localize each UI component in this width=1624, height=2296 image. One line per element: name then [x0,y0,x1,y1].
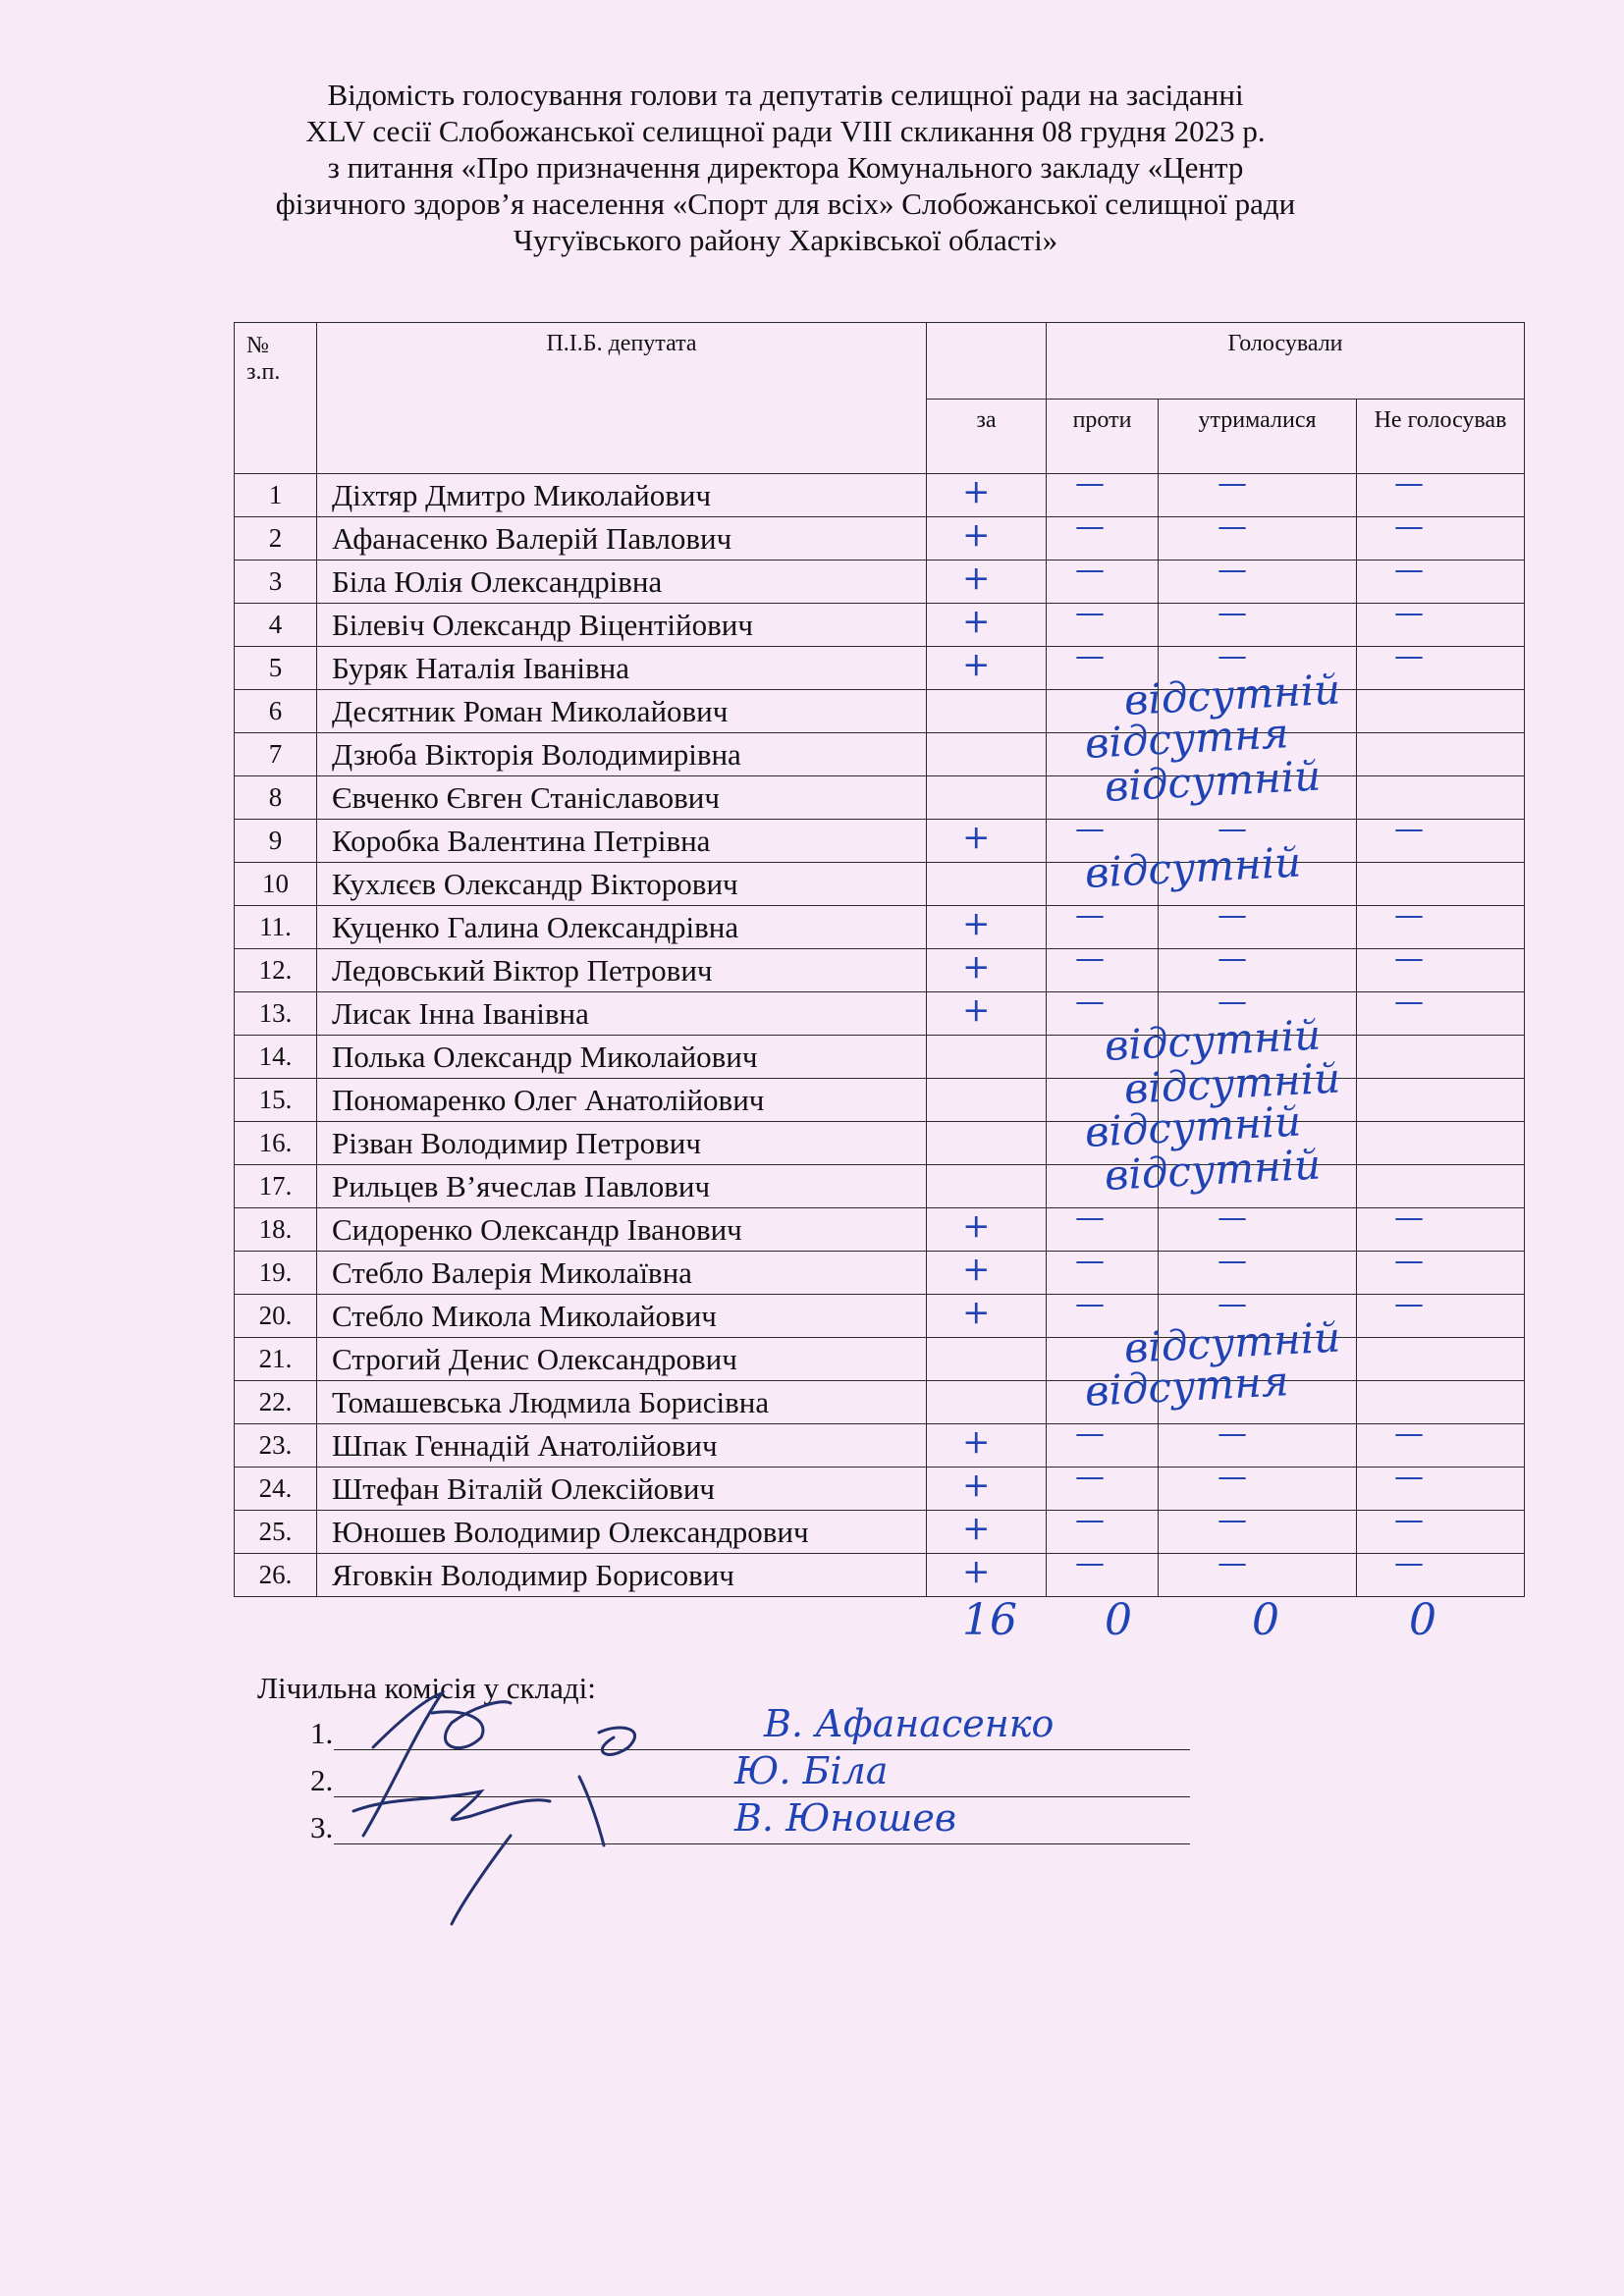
deputy-name: Пономаренко Олег Анатолійович [317,1079,927,1122]
cell-not-voted [1357,1338,1525,1381]
mark-absent: відсутня [1083,709,1290,768]
mark-not-voted: — [1394,1503,1424,1537]
mark-abstained: — [1218,1244,1247,1278]
deputy-name: Рильцев В’ячеслав Павлович [317,1165,927,1208]
row-number: 18. [235,1208,317,1252]
mark-abstained: — [1218,466,1247,501]
header-against: проти [1047,400,1159,474]
row-number: 6 [235,690,317,733]
signatures [334,1679,746,1934]
row-number: 14. [235,1036,317,1079]
mark-not-voted: — [1394,1244,1424,1278]
mark-for: + [962,559,991,598]
header-for: за [927,400,1047,474]
row-number: 11. [235,906,317,949]
mark-abstained: — [1218,1287,1247,1321]
deputy-name: Афанасенко Валерій Павлович [317,517,927,561]
mark-not-voted: — [1394,1416,1424,1451]
cell-for [927,1338,1047,1381]
table-row [235,1208,1525,1252]
cell-not-voted [1357,604,1525,647]
table-row [235,1381,1525,1424]
cell-not-voted [1357,1295,1525,1338]
deputy-name: Різван Володимир Петрович [317,1122,927,1165]
deputy-name: Юношев Володимир Олександрович [317,1511,927,1554]
deputy-name: Білевіч Олександр Віцентійович [317,604,927,647]
header-abstained: утрималися [1159,400,1357,474]
row-number: 2 [235,517,317,561]
cell-abstained [1159,1554,1357,1597]
row-number: 4 [235,604,317,647]
cell-not-voted [1357,906,1525,949]
header-name: П.І.Б. депутата [317,323,927,474]
table-row [235,733,1525,776]
mark-abstained: — [1218,596,1247,630]
deputy-name: Ледовський Віктор Петрович [317,949,927,992]
cell-for [927,690,1047,733]
mark-against: — [1075,509,1105,544]
total-abstained: 0 [1252,1595,1279,1645]
title-line-3: з питання «Про призначення директора Комунального закладу «Центр [327,150,1244,185]
deputy-name: Лисак Інна Іванівна [317,992,927,1036]
deputy-name: Строгий Денис Олександрович [317,1338,927,1381]
deputy-name: Біла Юлія Олександрівна [317,561,927,604]
mark-against: — [1075,985,1105,1019]
table-row [235,561,1525,604]
table-row [235,820,1525,863]
cell-for [927,733,1047,776]
row-number: 15. [235,1079,317,1122]
cell-not-voted [1357,1554,1525,1597]
deputy-name: Діхтяр Дмитро Миколайович [317,474,927,517]
mark-for: + [962,602,991,641]
mark-against: — [1075,1201,1105,1235]
deputy-name: Дзюба Вікторія Володимирівна [317,733,927,776]
mark-abstained: — [1218,1460,1247,1494]
deputy-name: Стебло Валерія Миколаївна [317,1252,927,1295]
mark-not-voted: — [1394,898,1424,933]
table-row [235,906,1525,949]
cell-not-voted [1357,1122,1525,1165]
mark-absent: відсутній [1103,751,1323,811]
mark-absent: відсутній [1103,1140,1323,1200]
cell-not-voted [1357,1511,1525,1554]
mark-for: + [962,1422,991,1462]
mark-against: — [1075,1244,1105,1278]
table-row [235,474,1525,517]
row-number: 23. [235,1424,317,1468]
mark-abstained: — [1218,941,1247,976]
row-number: 20. [235,1295,317,1338]
deputy-name: Кухлєєв Олександр Вікторович [317,863,927,906]
total-against: 0 [1105,1595,1132,1645]
table-row [235,1511,1525,1554]
mark-abstained: — [1218,1201,1247,1235]
cell-not-voted [1357,1208,1525,1252]
deputy-name: Полька Олександр Миколайович [317,1036,927,1079]
row-number: 8 [235,776,317,820]
mark-for: + [962,645,991,684]
deputy-name: Євченко Євген Станіславович [317,776,927,820]
commission-label: Лічильна комісія у складі: [257,1671,596,1705]
cell-for [927,1036,1047,1079]
deputy-name: Десятник Роман Миколайович [317,690,927,733]
cell-not-voted [1357,733,1525,776]
mark-abstained: — [1218,553,1247,587]
mark-not-voted: — [1394,1287,1424,1321]
table-row [235,992,1525,1036]
table-row [235,604,1525,647]
mark-for: + [962,1509,991,1548]
cell-not-voted [1357,1252,1525,1295]
mark-against: — [1075,1460,1105,1494]
title-line-2: XLV сесії Слобожанської селищної ради VIII скликання 08 грудня 2023 р. [305,114,1266,148]
total-not-voted: 0 [1409,1595,1436,1645]
mark-abstained: — [1218,985,1247,1019]
cell-abstained [1159,1468,1357,1511]
vote-table [234,322,1525,1597]
cell-not-voted [1357,1424,1525,1468]
cell-abstained [1159,1252,1357,1295]
cell-for [927,776,1047,820]
mark-against: — [1075,941,1105,976]
cell-not-voted [1357,474,1525,517]
mark-against: — [1075,898,1105,933]
row-number: 25. [235,1511,317,1554]
mark-against: — [1075,466,1105,501]
cell-not-voted [1357,1381,1525,1424]
commission-member-name: В. Афанасенко [764,1702,1055,1745]
commission-member-number: 1. [310,1716,334,1750]
cell-abstained [1159,1208,1357,1252]
cell-abstained [1159,1511,1357,1554]
cell-abstained [1159,561,1357,604]
mark-abstained: — [1218,509,1247,544]
mark-not-voted: — [1394,812,1424,846]
mark-not-voted: — [1394,596,1424,630]
row-number: 19. [235,1252,317,1295]
deputy-name: Штефан Віталій Олексійович [317,1468,927,1511]
deputy-name: Шпак Геннадій Анатолійович [317,1424,927,1468]
mark-not-voted: — [1394,639,1424,673]
vote-totals [0,1595,1624,1654]
mark-abstained: — [1218,1546,1247,1580]
mark-against: — [1075,1287,1105,1321]
signature-1 [363,1693,511,1836]
row-number: 16. [235,1122,317,1165]
mark-for: + [962,947,991,987]
table-row [235,863,1525,906]
mark-for: + [962,904,991,943]
row-number: 21. [235,1338,317,1381]
mark-not-voted: — [1394,466,1424,501]
cell-for [927,1165,1047,1208]
mark-for: + [962,1466,991,1505]
commission-member-name: В. Юношев [734,1796,956,1840]
mark-against: — [1075,1416,1105,1451]
deputy-name: Сидоренко Олександр Іванович [317,1208,927,1252]
commission-member-number: 2. [310,1763,334,1797]
table-row [235,1468,1525,1511]
table-row [235,1424,1525,1468]
mark-for: + [962,1206,991,1246]
vote-rows [235,474,1525,1597]
document-title [196,77,1375,258]
mark-abstained: — [1218,639,1247,673]
deputy-name: Коробка Валентина Петрівна [317,820,927,863]
mark-against: — [1075,596,1105,630]
row-number: 17. [235,1165,317,1208]
mark-against: — [1075,1503,1105,1537]
mark-absent: відсутній [1122,1312,1342,1372]
mark-against: — [1075,553,1105,587]
cell-for [927,863,1047,906]
mark-not-voted: — [1394,509,1424,544]
mark-abstained: — [1218,1503,1247,1537]
cell-not-voted [1357,1036,1525,1079]
deputy-name: Яговкін Володимир Борисович [317,1554,927,1597]
cell-not-voted [1357,863,1525,906]
mark-not-voted: — [1394,553,1424,587]
mark-for: + [962,1552,991,1591]
row-number: 26. [235,1554,317,1597]
cell-not-voted [1357,690,1525,733]
mark-abstained: — [1218,1416,1247,1451]
header-blank [927,323,1047,400]
cell-not-voted [1357,1165,1525,1208]
cell-for [927,1122,1047,1165]
cell-not-voted [1357,820,1525,863]
mark-not-voted: — [1394,1201,1424,1235]
cell-for [927,1079,1047,1122]
header-number-text: № з.п. [246,333,281,385]
mark-against: — [1075,812,1105,846]
table-row [235,1252,1525,1295]
deputy-name: Куценко Галина Олександрівна [317,906,927,949]
cell-not-voted [1357,949,1525,992]
header-voted: Голосували [1047,323,1525,400]
mark-abstained: — [1218,898,1247,933]
mark-for: + [962,472,991,511]
header-number [235,323,317,474]
title-line-5: Чугуївського району Харківської області» [513,223,1058,257]
mark-not-voted: — [1394,1546,1424,1580]
table-row [235,517,1525,561]
header-not-voted: Не голосував [1357,400,1525,474]
table-row [235,1122,1525,1165]
cell-not-voted [1357,1079,1525,1122]
row-number: 1 [235,474,317,517]
row-number: 13. [235,992,317,1036]
row-number: 10 [235,863,317,906]
row-number: 3 [235,561,317,604]
mark-absent: відсутній [1083,837,1303,897]
cell-abstained [1159,517,1357,561]
cell-abstained [1159,906,1357,949]
mark-against: — [1075,639,1105,673]
title-line-4: фізичного здоров’я населення «Спорт для всіх» Слобожанської селищної ради [275,187,1296,221]
cell-abstained [1159,604,1357,647]
table-row [235,1165,1525,1208]
signature-2 [579,1728,635,1845]
mark-for: + [962,515,991,555]
cell-not-voted [1357,1468,1525,1511]
row-number: 24. [235,1468,317,1511]
table-row [235,1554,1525,1597]
cell-for [927,1381,1047,1424]
total-for: 16 [962,1595,1017,1645]
row-number: 22. [235,1381,317,1424]
mark-not-voted: — [1394,985,1424,1019]
mark-for: + [962,1293,991,1332]
mark-absent: відсутній [1122,1053,1342,1113]
cell-abstained [1159,949,1357,992]
cell-not-voted [1357,992,1525,1036]
commission-member-number: 3. [310,1810,334,1844]
cell-abstained [1159,1424,1357,1468]
cell-not-voted [1357,517,1525,561]
table-row [235,949,1525,992]
deputy-name: Стебло Микола Миколайович [317,1295,927,1338]
mark-absent: відсутня [1083,1357,1290,1415]
commission-member-name: Ю. Біла [734,1749,889,1792]
cell-not-voted [1357,647,1525,690]
cell-not-voted [1357,776,1525,820]
mark-for: + [962,818,991,857]
mark-not-voted: — [1394,1460,1424,1494]
mark-for: + [962,990,991,1030]
cell-not-voted [1357,561,1525,604]
mark-abstained: — [1218,812,1247,846]
deputy-name: Томашевська Людмила Борисівна [317,1381,927,1424]
mark-absent: відсутній [1103,1010,1323,1070]
signature-3 [353,1791,550,1924]
mark-against: — [1075,1546,1105,1580]
mark-for: + [962,1250,991,1289]
row-number: 9 [235,820,317,863]
table-row [235,776,1525,820]
row-number: 5 [235,647,317,690]
mark-absent: відсутній [1083,1096,1303,1156]
row-number: 12. [235,949,317,992]
title-line-1: Відомість голосування голови та депутатів селищної ради на засіданні [327,78,1244,112]
deputy-name: Буряк Наталія Іванівна [317,647,927,690]
cell-abstained [1159,474,1357,517]
mark-absent: відсутній [1122,665,1342,724]
mark-not-voted: — [1394,941,1424,976]
row-number: 7 [235,733,317,776]
